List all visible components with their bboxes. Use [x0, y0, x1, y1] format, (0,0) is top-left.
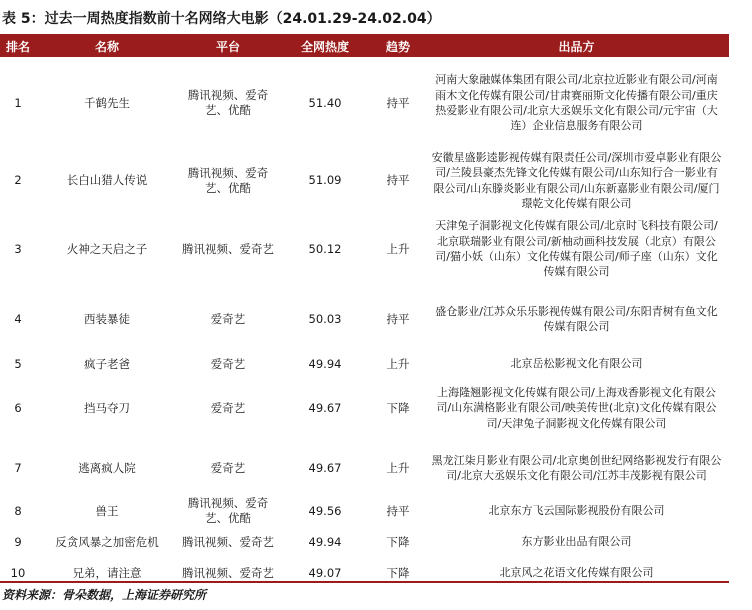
trend-cell: 持平 — [386, 173, 410, 187]
platform-cell: 腾讯视频、爱奇艺 — [182, 565, 274, 580]
heat-cell: 50.12 — [308, 241, 342, 256]
header-heat: 全网热度 — [300, 39, 349, 54]
platform-cell: 腾讯视频、爱奇艺 — [182, 534, 274, 549]
rank-cell: 8 — [14, 503, 22, 518]
name-cell: 逃离疯人院 — [78, 460, 136, 475]
table-row — [0, 440, 729, 496]
producer-cell: 盛仓影业/江苏众乐乐影视传媒有限公司/东阳青树有鱼文化传媒有限公司 — [435, 304, 718, 333]
rank-cell: 1 — [14, 95, 22, 110]
header-platform: 平台 — [215, 39, 240, 54]
producer-cell: 东方影业出品有限公司 — [521, 535, 632, 549]
heat-cell: 49.94 — [308, 356, 342, 371]
platform-cell: 腾讯视频、爱奇艺、优酷 — [187, 496, 269, 525]
trend-cell: 持平 — [386, 95, 410, 110]
trend-cell: 上升 — [386, 356, 410, 371]
producer-cell: 上海隆翘影视文化传媒有限公司/上海戏香影视文化有限公司/山东满格影业有限公司/映美传世(北京)文化传媒有限公司/天津兔子洞影视文化传媒有限公司 — [436, 385, 717, 430]
table-row — [0, 286, 729, 352]
name-cell: 反贪风暴之加密危机 — [55, 534, 159, 549]
table-header-row — [0, 37, 729, 57]
platform-cell: 腾讯视频、爱奇艺、优酷 — [187, 88, 269, 117]
table-row — [0, 149, 729, 212]
platform-cell: 爱奇艺 — [210, 460, 246, 475]
heat-cell: 51.09 — [308, 173, 342, 187]
rank-cell: 5 — [14, 356, 22, 371]
producer-cell: 天津兔子洞影视文化传媒有限公司/北京时飞科技有限公司/北京联瑞影业有限公司/新柚动画科技发展（北京）有限公司/猫小妖（山东）文化传媒有限公司/师子座（山东）文化传媒有限公司 — [435, 219, 718, 279]
platform-cell: 腾讯视频、爱奇艺、优酷 — [187, 165, 269, 195]
producer-cell: 安徽星盛影逵影视传媒有限责任公司/深圳市爱卓影业有限公司/兰陵县豪杰先锋文化传媒有限公司/山东知行合一影业有限公司/山东滕炎影业有限公司/山东新嘉影业有限公司/厦门璟乾文化传媒有限公司 — [431, 150, 722, 210]
name-cell: 挡马夺刀 — [84, 400, 130, 415]
rank-cell: 6 — [14, 400, 22, 415]
header-rank: 排名 — [5, 39, 30, 54]
bottom-rule — [0, 581, 729, 583]
name-cell: 西装暴徒 — [84, 311, 130, 326]
heat-cell: 50.03 — [308, 311, 342, 326]
rank-cell: 4 — [14, 311, 22, 326]
table-row — [0, 558, 729, 588]
platform-cell: 腾讯视频、爱奇艺 — [182, 241, 274, 256]
platform-cell: 爱奇艺 — [210, 356, 246, 371]
heat-cell: 49.94 — [308, 534, 342, 549]
table-row — [0, 526, 729, 558]
table-row — [0, 376, 729, 440]
rank-cell: 2 — [14, 173, 22, 187]
trend-cell: 下降 — [386, 565, 410, 580]
trend-cell: 下降 — [386, 534, 410, 549]
producer-cell: 北京岳松影视文化有限公司 — [510, 357, 643, 371]
table-row — [0, 352, 729, 376]
source-note: 资料来源：骨朵数据，上海证券研究所 — [2, 588, 207, 602]
name-cell: 长白山猎人传说 — [66, 173, 148, 187]
rank-cell: 10 — [10, 565, 26, 580]
name-cell: 兄弟，请注意 — [72, 565, 142, 580]
name-cell: 千鹤先生 — [84, 95, 130, 110]
name-cell: 兽王 — [95, 503, 119, 518]
header-trend: 趋势 — [385, 39, 410, 54]
heat-cell: 49.67 — [308, 460, 342, 475]
table-row — [0, 496, 729, 526]
trend-cell: 持平 — [386, 311, 410, 326]
producer-cell: 北京风之花语文化传媒有限公司 — [499, 566, 654, 580]
name-cell: 火神之天启之子 — [66, 241, 148, 256]
trend-cell: 持平 — [386, 503, 410, 518]
table-row — [0, 57, 729, 149]
rank-cell: 7 — [14, 460, 22, 475]
rank-cell: 9 — [14, 534, 22, 549]
heat-cell: 49.67 — [308, 400, 342, 415]
producer-cell: 北京东方飞云国际影视股份有限公司 — [488, 504, 665, 518]
trend-cell: 上升 — [386, 241, 410, 256]
producer-cell: 黑龙江柒月影业有限公司/北京奥创世纪网络影视发行有限公司/北京大丞娱乐文化有限公司/江苏丰茂影视有限公司 — [431, 453, 722, 482]
name-cell: 疯子老爸 — [84, 356, 130, 371]
platform-cell: 爱奇艺 — [210, 311, 246, 326]
heat-cell: 49.56 — [308, 503, 342, 518]
heat-cell: 51.40 — [308, 95, 342, 110]
trend-cell: 上升 — [386, 460, 410, 475]
producer-cell: 河南大象融媒体集团有限公司/北京拉近影业有限公司/河南雨木文化传媒有限公司/甘肃赛丽斯文化传播有限公司/重庆热爱影业有限公司/北京大丞娱乐文化有限公司/元宇宙（大连）企业信息服务有限公司 — [435, 73, 718, 133]
ranking-table — [0, 37, 729, 588]
table-row — [0, 212, 729, 286]
trend-cell: 下降 — [386, 400, 410, 415]
rank-cell: 3 — [14, 241, 22, 256]
platform-cell: 爱奇艺 — [210, 400, 246, 415]
header-name: 名称 — [94, 39, 119, 54]
heat-cell: 49.07 — [308, 565, 342, 580]
header-producer: 出品方 — [558, 39, 595, 54]
table-title: 表 5：过去一周热度指数前十名网络大电影（24.01.29-24.02.04） — [2, 11, 441, 27]
